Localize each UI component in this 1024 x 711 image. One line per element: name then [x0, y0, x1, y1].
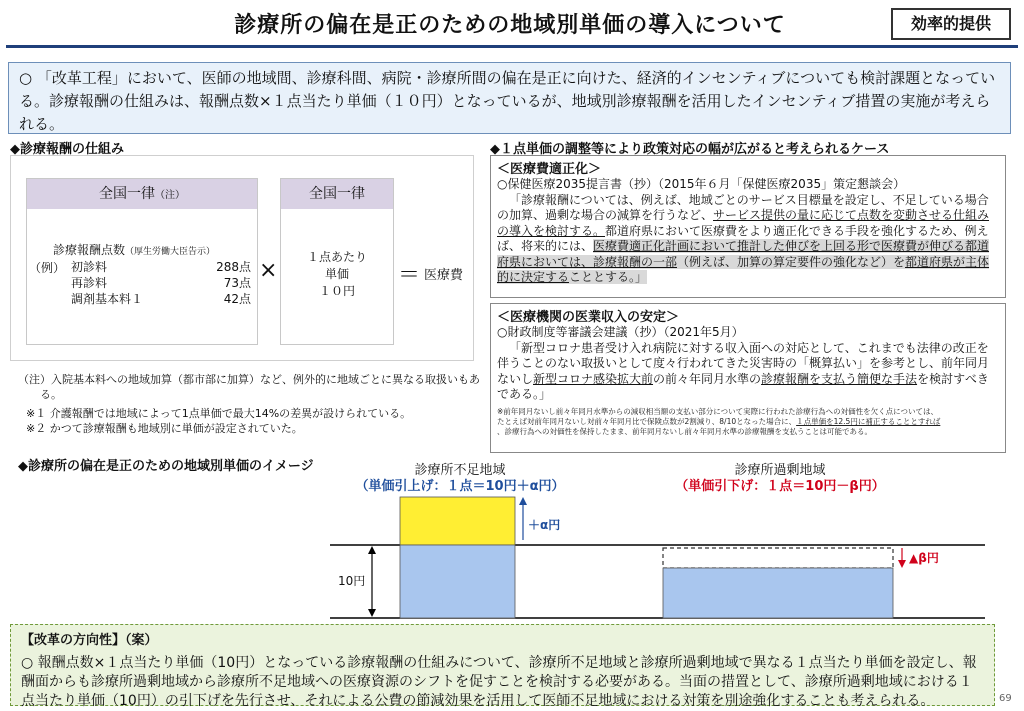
points-box-header-label: 全国一律	[99, 186, 155, 202]
cases-heading: ◆１点単価の調整等により政策対応の幅が広がると考えられるケース	[490, 142, 890, 157]
direction-body: 報酬点数×１点当たり単価（10円）となっている診療報酬の仕組みについて、診療所不足地域と診療所過剰地域で異なる１点当たり単価を設定し、報酬面からも診療所過剰地域から診療所不足地域への医療資源のシフトを促すことを検討する必要がある。当面の措置として、診療所過剰地域における１点当たり単価（10円）の引下げを先行させ、それによる公費の節減効果を活用して医師不足地域における対策を別途強化することも考えられる。	[21, 655, 977, 709]
surplus-base-block	[663, 568, 893, 618]
regional-price-diagram	[320, 490, 1000, 620]
fee-row-value: 288点	[216, 260, 251, 274]
quote-underlined: サービス提供の量に応じて点数を変動させる仕組みの導入を検討する。	[497, 208, 990, 238]
fine-print-text: たとえば対前年同月ないし対前々年同月比で保険点数が2割減り、8/10となった場合に、	[497, 416, 797, 426]
title-divider	[6, 45, 1018, 48]
quote-underlined: 新型コロナ感染拡大前	[533, 371, 654, 386]
removed-portion	[663, 548, 893, 568]
quote-highlight: 医療費適正化計画において推計した伸びを上回る形で医療費が伸びる都道府県においては、診療報酬の一部	[497, 239, 990, 269]
image-heading: ◆診療所の偏在是正のための地域別単価のイメージ	[18, 459, 314, 474]
fee-row-value: 42点	[223, 292, 251, 306]
reform-direction-box	[10, 624, 995, 709]
case-source: ○財政制度等審議会建議（抄）（2021年5月）	[497, 325, 744, 339]
unit-price-text	[281, 249, 393, 300]
fee-row-label: 初診料	[71, 260, 108, 274]
mechanism-heading: ◆診療報酬の仕組み	[10, 142, 124, 157]
intro-box	[8, 62, 1011, 134]
fee-row-value: 73点	[223, 276, 251, 290]
unit-price-line: １０円	[318, 284, 355, 298]
unit-price-line: １点あたり	[306, 250, 367, 264]
reform-direction-heading: 【改革の方向性】（案）	[21, 633, 158, 648]
unit-price-box	[280, 178, 394, 345]
example-label: （例）	[29, 261, 66, 275]
case-income-stability	[490, 303, 1006, 453]
plus-alpha-block	[400, 497, 515, 545]
case-fine-print	[497, 407, 999, 437]
page-title: 診療所の偏在是正のための地域別単価の導入について	[234, 13, 786, 38]
dimension-arrow-up	[368, 546, 376, 554]
points-label	[53, 241, 215, 258]
quote-text: 「新型コロナ患者受け入れ病院に対する収入面への対応として、これまでも法律の改正を伴うことのない取扱いとして度々行われてきた災害時の「概算払い」を参考とし、前年同月ないし	[497, 340, 990, 386]
fine-print-line: 、診療行為への対価性を保持したまま、前年同月ないし前々年同月水準の診療報酬を支払うことは可能である。	[497, 426, 872, 436]
unit-price-line: 単価	[324, 267, 349, 281]
intro-text: 「改革工程」において、医師の地域間、診療科間、病院・診療所間の偏在是正に向けた、経済的インセンティブについても検討課題となっている。診療報酬の仕組みは、報酬点数×１点当たり単価（１０円）となっているが、地域別診療報酬を活用したインセンティブ措置の実施が考えられる。	[19, 69, 996, 133]
mechanism-note-1: ※１ 介護報酬では地域によって1点単価で最大14%の差異が設けられている。	[26, 407, 412, 420]
fee-row-label: 再診料	[71, 276, 108, 290]
shortage-region-title: 診療所不足地域	[414, 463, 506, 478]
category-badge: 効率的提供	[891, 8, 1011, 40]
minus-arrow-head	[898, 560, 906, 568]
minus-beta-label: ▲β円	[909, 551, 939, 565]
fee-row	[71, 291, 251, 307]
quote-highlight: 都道府県が主体的に決定する	[497, 254, 990, 284]
mechanism-note-2: ※２ かつて診療報酬も地域別に単価が設定されていた。	[26, 422, 303, 435]
case-cost-control	[490, 155, 1006, 298]
surplus-region-title: 診療所過剰地域	[734, 463, 826, 478]
fee-row-label: 調剤基本料１	[71, 292, 144, 306]
shortage-region-subtitle: （単価引上げ：１点＝10円＋α円）	[355, 479, 565, 494]
quote-text: こととする。」	[569, 270, 648, 284]
base-price-label: 10円	[338, 574, 366, 588]
medical-cost-label: 医療費	[424, 268, 464, 283]
direction-bullet: ○	[21, 655, 34, 671]
points-box-header-note: （注）	[155, 190, 185, 201]
mechanism-note: （注）入院基本料への地域加算（都市部に加算）など、例外的に地域ごとに異なる取扱いもある。	[18, 373, 480, 401]
fee-row	[71, 275, 251, 291]
fine-print-underlined: １点単価を12.5円に補正することとすれば	[796, 416, 941, 426]
points-label-note: （厚生労働大臣告示）	[125, 247, 216, 257]
plus-alpha-label: ＋α円	[528, 518, 561, 532]
quote-text: を検討すべきである。」	[497, 371, 989, 401]
shortage-base-block	[400, 545, 515, 618]
quote-text: の前々年同月水準の	[653, 371, 762, 386]
surplus-region-subtitle: （単価引下げ：１点＝10円－β円）	[675, 479, 885, 494]
case-heading: ＜医療機関の医業収入の安定＞	[497, 310, 680, 325]
reform-direction-text	[21, 654, 984, 711]
case-quote	[497, 341, 999, 403]
fine-print-line: ※前年同月ないし前々年同月水準からの減収相当額の支払い部分について実際に行われた診療行為への対価性を欠く点については、	[497, 406, 938, 416]
case-source: ○保健医療2035提言書（抄）（2015年６月「保健医療2035」策定懇談会）	[497, 177, 906, 191]
quote-highlight-text: （例えば、加算の算定要件の強化など）を	[677, 254, 906, 269]
case-quote	[497, 193, 999, 286]
points-label-text: 診療報酬点数	[53, 243, 126, 257]
case-heading: ＜医療費適正化＞	[497, 162, 602, 177]
dimension-arrow-down	[368, 609, 376, 617]
intro-bullet: ○	[19, 69, 33, 87]
fee-list	[71, 259, 251, 309]
unit-price-header: 全国一律	[281, 179, 393, 209]
page-number: 69	[999, 693, 1012, 704]
quote-underlined: 診療報酬を支払う簡便な手法	[761, 371, 918, 386]
nationwide-points-box	[26, 178, 258, 345]
points-box-header	[27, 179, 257, 209]
quote-text: 都道府県において医療費をより適正化できる手段を強化するため、例えば、将来的には、	[497, 223, 989, 253]
fee-row	[71, 259, 251, 275]
plus-arrow-head	[519, 497, 527, 505]
multiply-sign: ×	[259, 258, 278, 283]
quote-text: 「診療報酬については、例えば、地域ごとのサービス目標量を設定し、不足している場合の加算、過剰な場合の減算を行うなど、	[497, 192, 989, 222]
equals-sign: ＝	[398, 263, 421, 288]
